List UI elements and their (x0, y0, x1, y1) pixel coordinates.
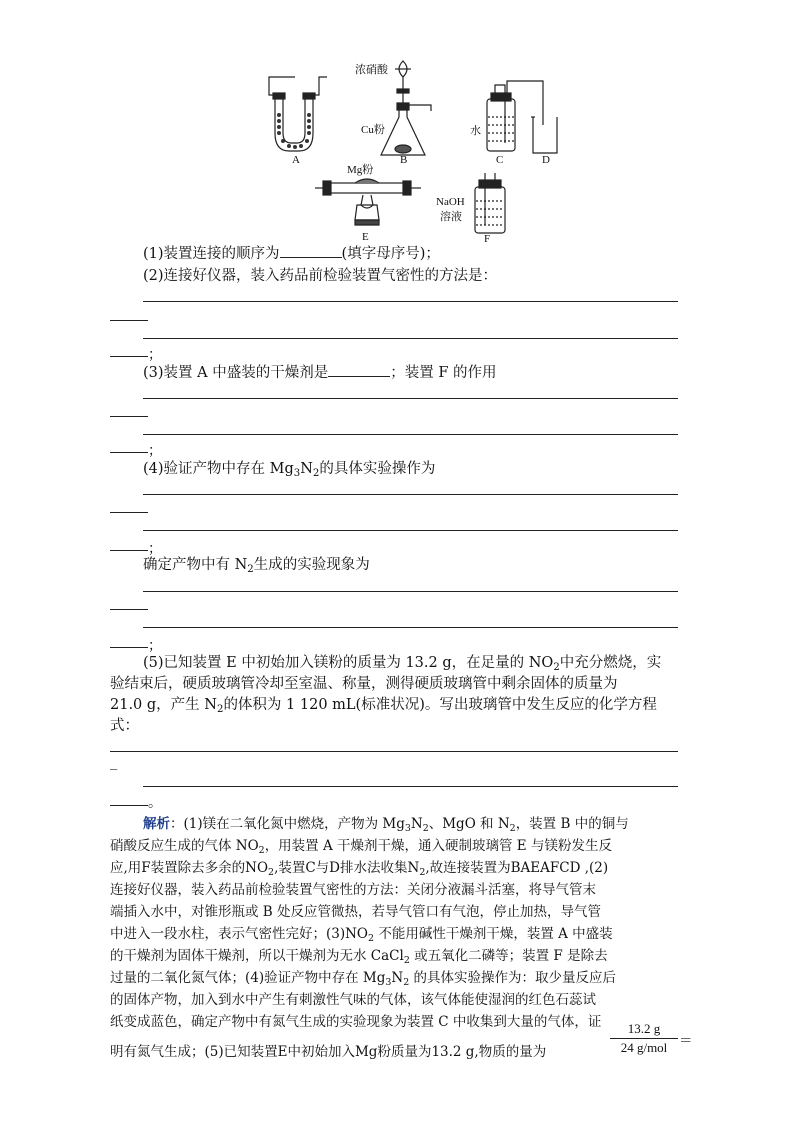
solution-line-8: 过量的二氧化氮气体；(4)验证产物中存在 $Mg_3N_2$ 的具体实验操作为：取少量反应后 (110, 970, 617, 988)
label-e: E (362, 231, 369, 243)
apparatus-figure (255, 55, 575, 250)
answer-line[interactable] (143, 627, 678, 628)
question-3: (3)装置 A 中盛装的干燥剂是 ；装置 F 的作用 (143, 362, 497, 383)
question-5-line-2: 验结束后，硬质玻璃管冷却至室温、称量，测得硬质玻璃管中剩余固体的质量为 (110, 676, 618, 692)
answer-line[interactable] (143, 494, 678, 495)
answer-line[interactable] (143, 591, 678, 592)
answer-blank-1[interactable] (280, 243, 342, 258)
semicolon: ； (148, 541, 162, 557)
answer-line[interactable] (110, 751, 678, 752)
answer-line-short[interactable] (110, 550, 148, 551)
answer-line[interactable] (143, 301, 678, 302)
semicolon: ； (148, 638, 162, 654)
label-cu: Cu粉 (361, 124, 385, 136)
semicolon: ； (148, 443, 162, 459)
solution-line-9: 的固体产物，加入到水中产生有刺激性气味的气体，该气体能使湿润的红色石蕊试 (110, 992, 596, 1008)
solution-line-4: 连接好仪器，装入药品前检验装置气密性的方法：关闭分液漏斗活塞，将导气管末 (110, 882, 596, 898)
solution-line-11: 明有氮气生成；(5)已知装置E中初始加入Mg粉质量为13.2 g,物质的量为 (110, 1044, 547, 1060)
label-acid: 浓硝酸 (355, 64, 388, 76)
period: 。 (148, 795, 162, 811)
label-a: A (292, 154, 300, 166)
dash-mark: _ (110, 754, 118, 770)
solution-line-1: 解析：(1)镁在二氧化氮中燃烧，产物为 $Mg_3N_2$、MgO 和 $N_2$，装置 B 中的铜与 (143, 816, 629, 834)
question-5-line-3: 21.0 g，产生 $N_2$的体积为 1 120 mL(标准状况)。写出玻璃管中发生反应的化学方程 (110, 697, 657, 715)
answer-line-short[interactable] (110, 452, 148, 453)
bottle-c (487, 81, 543, 151)
fraction (610, 1020, 678, 1057)
solution-label: 解析 (143, 816, 170, 832)
question-4-follow: 确定产物中有 $N_2$生成的实验现象为 (143, 557, 370, 575)
answer-line-short[interactable] (110, 512, 148, 513)
label-b: B (400, 154, 408, 166)
fraction-numerator: 13.2 g (627, 1021, 661, 1036)
solution-line-7: 的干燥剂为固体干燥剂，所以干燥剂为无水 CaCl$_2$ 或五氧化二磷等；装置 F 是除去 (110, 948, 608, 966)
label-water: 水 (470, 125, 481, 137)
label-naoh: NaOH (436, 196, 465, 208)
label-naoh-solution: 溶液 (440, 211, 462, 223)
answer-line[interactable] (143, 786, 678, 787)
fraction-denominator: 24 g/mol (620, 1040, 668, 1055)
solution-line-6: 中进入一段水柱，表示气密性完好；$(3)NO_2$ 不能用碱性干燥剂干燥，装置 A 中盛装 (110, 926, 613, 944)
label-d: D (542, 154, 550, 166)
solution-line-2: 硝酸反应生成的气体 $NO_2$，用装置 A 干燥剂干燥，通入硬制玻璃管 E 与镁粉发生反 (110, 838, 612, 856)
u-tube-desiccant (277, 113, 311, 149)
question-4: (4)验证产物中存在 $Mg_3N_2$的具体实验操作为 (143, 461, 436, 479)
answer-blank-3[interactable] (328, 362, 390, 377)
answer-line-short[interactable] (110, 609, 148, 610)
question-5: (5)已知装置 E 中初始加入镁粉的质量为 13.2 g，在足量的 $NO_2$中充分燃烧，实 (143, 655, 662, 673)
beaker-d (531, 117, 557, 153)
bottle-f (475, 173, 505, 233)
answer-line[interactable] (143, 398, 678, 399)
label-mg: Mg粉 (347, 164, 374, 176)
answer-line-short[interactable] (110, 416, 148, 417)
question-5-line-4: 式： (110, 718, 139, 734)
label-f: F (484, 233, 491, 245)
solution-line-10: 纸变成蓝色，确定产物中有氮气生成的实验现象为装置 C 中收集到大量的气体，证 (110, 1014, 602, 1030)
answer-line[interactable] (143, 338, 678, 339)
solution-line-5: 端插入水中，对锥形瓶或 B 处反应管微热，若导气管口有气泡，停止加热，导气管 (110, 904, 602, 920)
answer-line-short[interactable] (110, 356, 148, 357)
equals-sign: ＝ (679, 1033, 693, 1049)
answer-line[interactable] (143, 530, 678, 531)
question-1: (1)装置连接的顺序为 (填字母序号)； (143, 243, 440, 264)
solution-line-3: 应,用F装置除去多余的$NO_2$,装置C与D排水法收集$N_2$,故连接装置为BAEAFCD ,(2) (110, 860, 609, 878)
flask-b (381, 61, 431, 155)
answer-line-short[interactable] (110, 320, 148, 321)
label-c: C (496, 154, 504, 166)
question-2: (2)连接好仪器，装入药品前检验装置气密性的方法是： (143, 268, 498, 284)
answer-line[interactable] (143, 434, 678, 435)
semicolon: ； (148, 347, 162, 363)
answer-line-short[interactable] (110, 647, 148, 648)
answer-line-short[interactable] (110, 805, 148, 806)
tube-e (315, 179, 421, 225)
